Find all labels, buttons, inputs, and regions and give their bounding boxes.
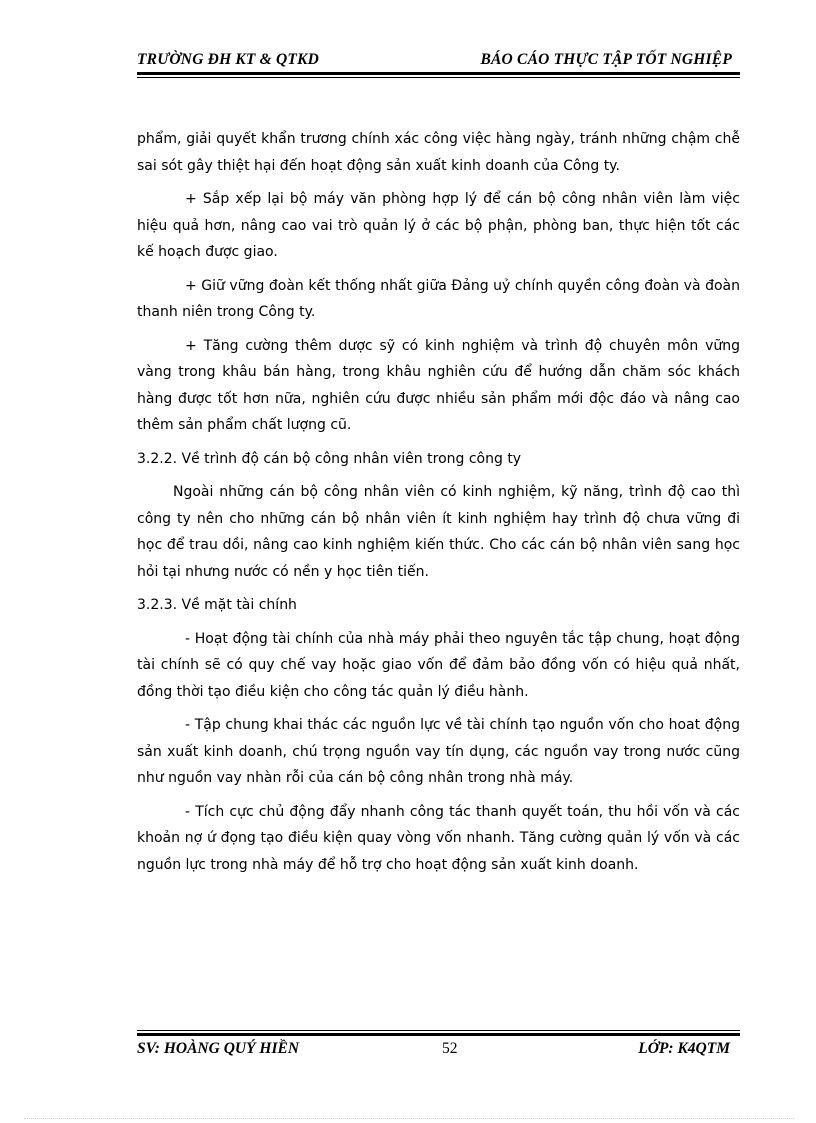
page-footer <box>137 1040 740 1062</box>
paragraph: - Tích cực chủ động đẩy nhanh công tác thanh quyết toán, thu hồi vốn và các khoản nợ ứ đọng tạo điều kiện quay vòng vốn nhanh. Tăng cường quản lý vốn và các nguồn lực trong nhà máy để hỗ trợ cho hoạt động sản xuất kinh doanh. <box>137 803 740 873</box>
footer-rule-thick <box>137 1033 740 1036</box>
paragraph: - Hoạt động tài chính của nhà máy phải theo nguyên tắc tập chung, hoạt động tài chính sẽ có quy chế vay hoặc giao vốn để đảm bảo đồng vốn có hiệu quả nhất, đồng thời tạo điều kiện cho công tác quản lý điều hành. <box>137 630 740 700</box>
paragraph: + Sắp xếp lại bộ máy văn phòng hợp lý để cán bộ công nhân viên làm việc hiệu quả hơn, nâng cao vai trò quản lý ở các bộ phận, phòng ban, thực hiện tốt các kế hoạch được giao. <box>137 191 740 260</box>
paragraph: - Tập chung khai thác các nguồn lực về tài chính tạo nguồn vốn cho hoat động sản xuất kinh doanh, chú trọng nguồn vay tín dụng, các nguồn vay trong nước cũng như nguồn vay nhàn rỗi của cán bộ công nhân trong nhà máy. <box>137 717 740 786</box>
page-header <box>137 48 740 72</box>
page-edge-divider <box>24 1118 794 1119</box>
page-number: 52 <box>442 1040 458 1057</box>
header-school: TRƯỜNG ĐH KT & QTKD <box>137 51 320 68</box>
header-report-title: BÁO CÁO THỰC TẬP TỐT NGHIỆP <box>480 51 732 68</box>
paragraph: + Giữ vững đoàn kết thống nhất giữa Đảng uỷ chính quyền công đoàn và đoàn thanh niên trong Công ty. <box>137 277 740 320</box>
paragraph: phẩm, giải quyết khẩn trương chính xác công việc hàng ngày, tránh những chậm chễ sai sót gây thiệt hại đến hoạt động sản xuất kinh doanh của Công ty. <box>137 131 740 174</box>
paragraph: Ngoài những cán bộ công nhân viên có kinh nghiệm, kỹ năng, trình độ cao thì công ty nên cho những cán bộ nhân viên ít kinh nghiệm hay trình độ chưa vững đi học để trau dồi, nâng cao kinh nghiệm kiến thức. Cho các cán bộ nhân viên sang học hỏi tại nhưng nước có nền y học tiên tiến. <box>137 484 740 580</box>
footer-student: SV: HOÀNG QUÝ HIỀN <box>137 1040 300 1057</box>
footer-rule-thin <box>137 1030 740 1031</box>
page-body <box>137 126 740 885</box>
footer-class: LỚP: K4QTM <box>638 1040 730 1057</box>
section-heading: 3.2.2. Về trình độ cán bộ công nhân viên trong công ty <box>137 450 522 467</box>
header-rule-thick <box>137 72 740 75</box>
section-heading: 3.2.3. Về mặt tài chính <box>137 597 297 613</box>
header-rule-thin <box>137 77 740 78</box>
paragraph: + Tăng cường thêm dược sỹ có kinh nghiệm và trình độ chuyên môn vững vàng trong khâu bán hàng, trong khâu nghiên cứu để hướng dẫn chăm sóc khách hàng được tốt hơn nữa, nghiên cứu được nhiều sản phẩm mới độc đáo và nâng cao thêm sản phẩm chất lượng cũ. <box>137 337 740 433</box>
